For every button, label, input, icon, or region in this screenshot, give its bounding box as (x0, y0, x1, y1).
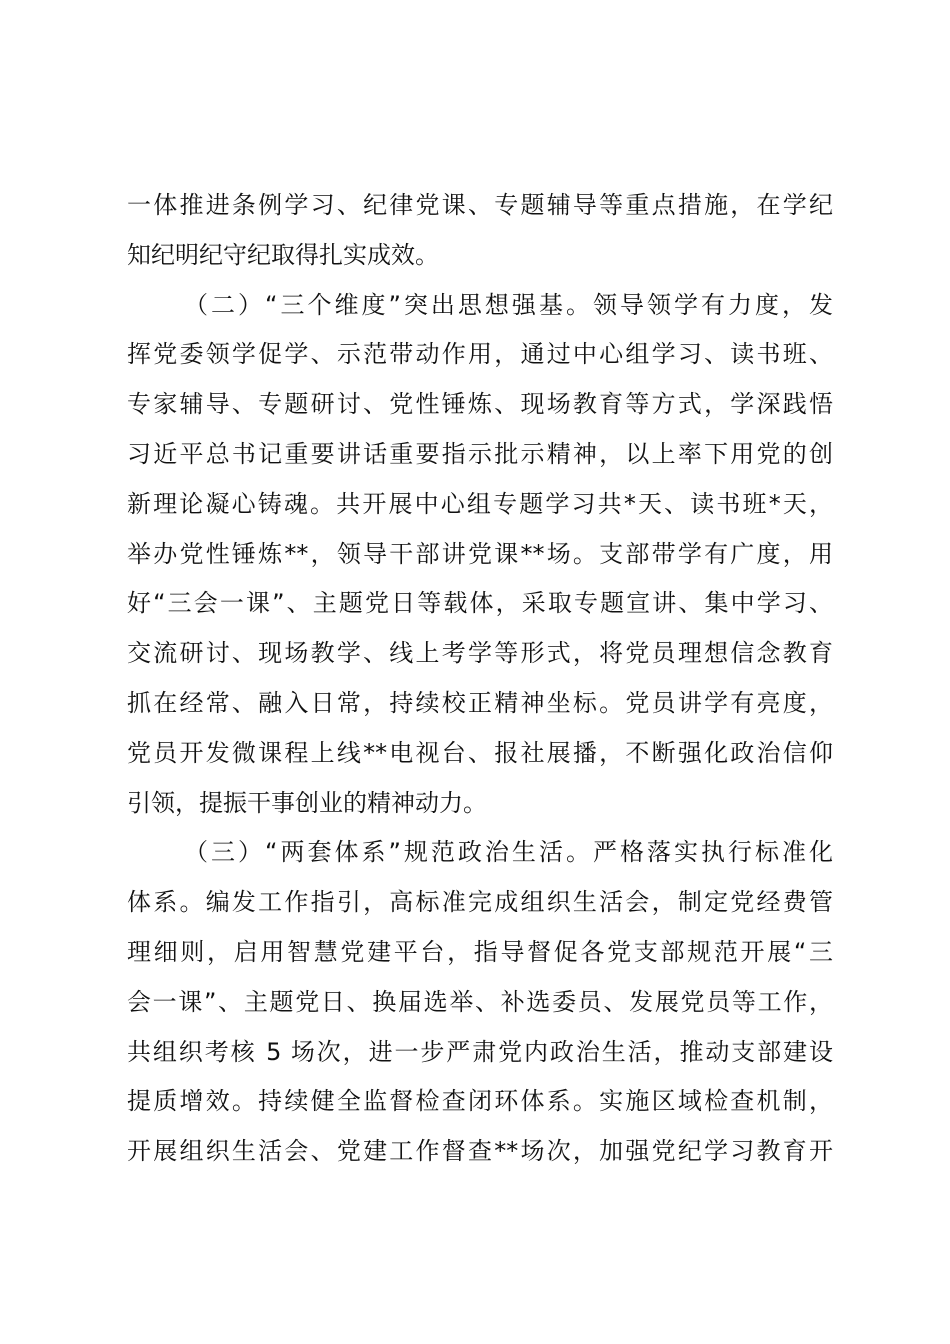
body-text (127, 181, 833, 1177)
text-line: 习近平总书记重要讲话重要指示批示精神，以上率下用党的创 (127, 439, 833, 468)
text-line: 共组织考核 5 场次，进一步严肃党内政治生活，推动支部建设 (127, 1037, 833, 1066)
text-line: 好“三会一课”、主题党日等载体，采取专题宣讲、集中学习、 (127, 589, 833, 618)
text-line: 体系。编发工作指引，高标准完成组织生活会，制定党经费管 (127, 888, 833, 917)
text-line: 会一课”、主题党日、换届选举、补选委员、发展党员等工作， (127, 987, 833, 1016)
text-line: 党员开发微课程上线**电视台、报社展播，不断强化政治信仰 (127, 738, 833, 767)
text-line: 提质增效。持续健全监督检查闭环体系。实施区域检查机制， (127, 1087, 833, 1116)
text-line: 挥党委领学促学、示范带动作用，通过中心组学习、读书班、 (127, 340, 833, 369)
text-line: 理细则，启用智慧党建平台，指导督促各党支部规范开展“三 (127, 937, 833, 966)
text-line: 举办党性锤炼**，领导干部讲党课**场。支部带学有广度，用 (127, 539, 833, 568)
text-line: 交流研讨、现场教学、线上考学等形式，将党员理想信念教育 (127, 639, 833, 668)
text-line: 引领，提振干事创业的精神动力。 (127, 788, 487, 817)
text-line: 知纪明纪守纪取得扎实成效。 (127, 240, 439, 269)
text-line: 开展组织生活会、党建工作督查**场次，加强党纪学习教育开 (127, 1137, 833, 1166)
section-heading-line: （三）“两套体系”规范政治生活。严格落实执行标准化 (184, 838, 833, 867)
text-line: 专家辅导、专题研讨、党性锤炼、现场教育等方式，学深践悟 (127, 390, 833, 419)
text-line: 抓在经常、融入日常，持续校正精神坐标。党员讲学有亮度， (127, 688, 833, 717)
section-heading-line: （二）“三个维度”突出思想强基。领导领学有力度，发 (184, 290, 833, 319)
text-line: 新理论凝心铸魂。共开展中心组专题学习共*天、读书班*天， (127, 489, 833, 518)
text-line: 一体推进条例学习、纪律党课、专题辅导等重点措施，在学纪 (127, 191, 833, 219)
